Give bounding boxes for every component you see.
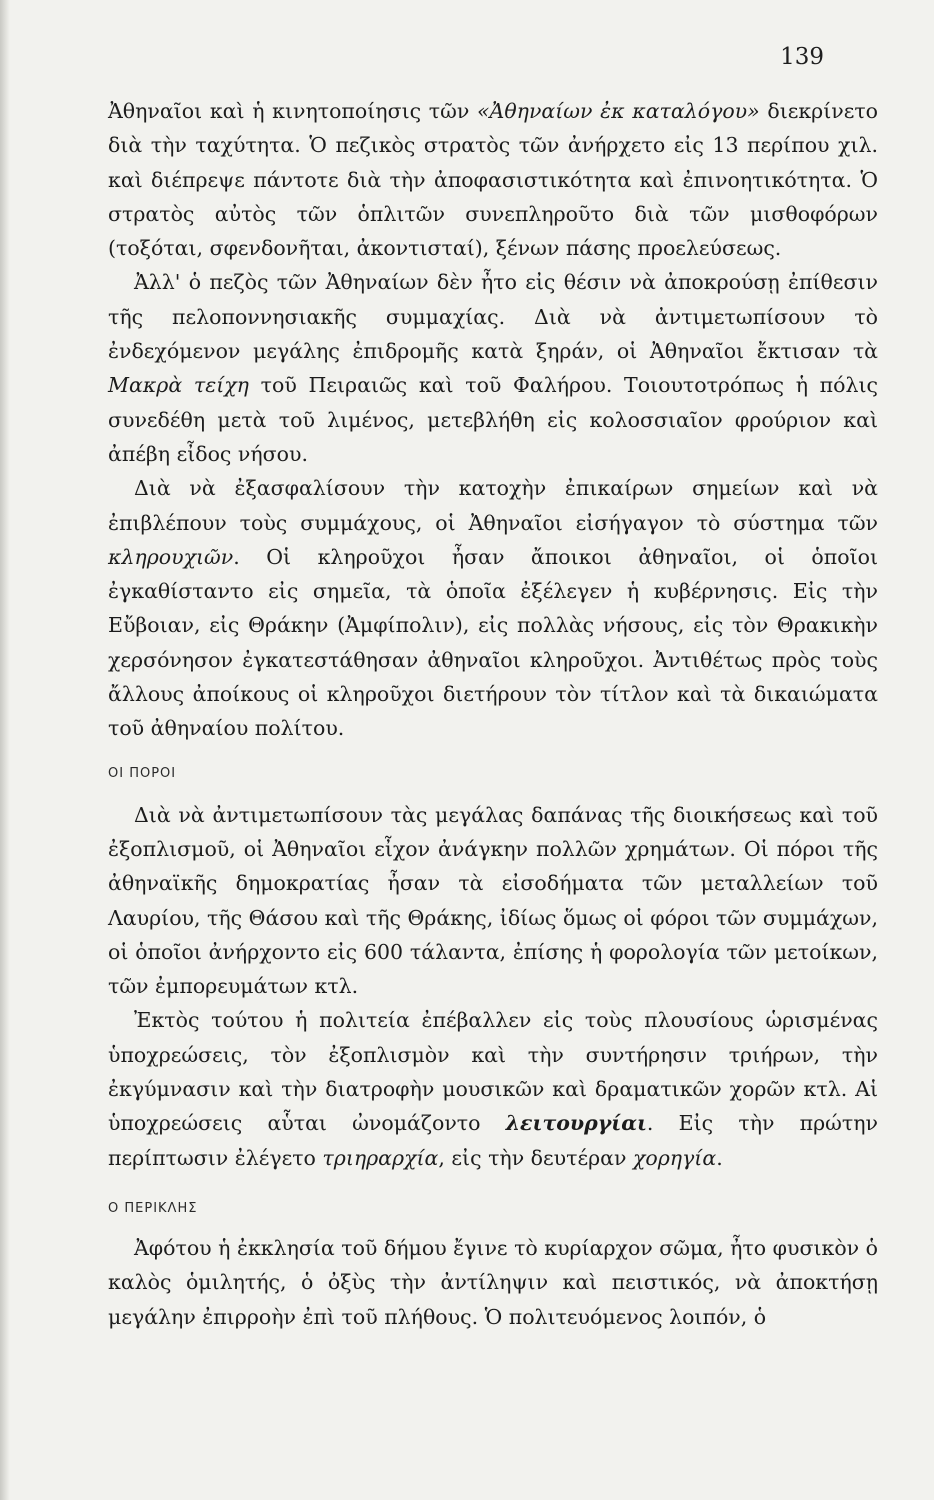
paragraph-text: Ἀλλ' ὁ πεζὸς τῶν Ἀθηναίων δὲν ἦτο εἰς θέσιν νὰ ἀποκρούσῃ ἐπίθεσιν τῆς πελοποννησιακῆς συμμαχίας. Διὰ νὰ ἀντιμετωπίσουν τὸ ἐνδεχόμενον μεγάλης ἐπιδρομῆς κατὰ ξηράν, οἱ Ἀθηναῖοι ἔκτισαν τὰ [108, 270, 878, 364]
paragraph-text: . Εἰς τὴν πρώτην περίπτωσιν ἐλέγετο [108, 1111, 878, 1170]
paragraph-liturgies [108, 1003, 878, 1174]
paragraph-text: , εἰς τὴν δευτέραν [438, 1145, 633, 1170]
paragraph-pericles: Ἀφότου ἡ ἐκκλησία τοῦ δήμου ἔγινε τὸ κυρίαρχον σῶμα, ἦτο φυσικὸν ὁ καλὸς ὁμιλητής, ὁ ὀξὺς τὴν ἀντίληψιν καὶ πειστικός, νὰ ἀποκτήσῃ μεγάλην ἐπιρροὴν ἐπὶ τοῦ πλήθους. Ὁ πολιτευόμενος λοιπόν, ὁ [108, 1235, 878, 1329]
section-heading-pericles: Ο ΠΕΡΙΚΛΗΣ [108, 1200, 198, 1216]
section-heading-revenues: ΟΙ ΠΟΡΟΙ [108, 765, 177, 781]
paragraph-athenian-army [108, 94, 878, 265]
emphasized-term-long-walls: Μακρὰ τείχη [108, 373, 249, 398]
paragraph-text: διεκρίνετο διὰ τὴν ταχύτητα. Ὁ πεζικὸς στρατὸς τῶν ἀνήρχετο εἰς 13 περίπου χιλ. καὶ διέπρεψε πάντοτε διὰ τὴν ἀποφασιστικότητα καὶ ἐπινοητικότητα. Ὁ στρατὸς αὐτὸς τῶν ὁπλιτῶν συνεπληροῦτο διὰ τῶν μισθοφόρων (τοξόται, σφενδονῆται, ἀκοντισταί), ξένων πάσης προελεύσεως. [108, 99, 879, 261]
paragraph-text: τοῦ Πειραιῶς καὶ τοῦ Φαλήρου. Τοιουτοτρόπως ἡ πόλις συνεδέθη μετὰ τοῦ λιμένος, μετεβλήθη εἰς κολοσσιαῖον φρούριον καὶ ἀπέβη εἶδος νήσου. [108, 373, 878, 466]
paragraph-long-walls [108, 265, 878, 471]
paragraph-text: . Οἱ κληροῦχοι ἦσαν ἄποικοι ἀθηναῖοι, οἱ ὁποῖοι ἐγκαθίσταντο εἰς σημεῖα, τὰ ὁποῖα ἐξέλεγεν ἡ κυβέρνησις. Εἰς τὴν Εὔβοιαν, εἰς Θράκην (Ἀμφίπολιν), εἰς πολλὰς νήσους, εἰς τὸν Θρακικὴν χερσόνησον ἐγκατεστάθησαν ἀθηναῖοι κληροῦχοι. Ἀντιθέτως πρὸς τοὺς ἄλλους ἀποίκους οἱ κληροῦχοι διετήρουν τὸν τίτλον καὶ τὰ δικαιώματα τοῦ ἀθηναίου πολίτου. [108, 544, 878, 741]
spine-shadow [0, 0, 10, 1500]
paragraph-revenues: Διὰ νὰ ἀντιμετωπίσουν τὰς μεγάλας δαπάνας τῆς διοικήσεως καὶ τοῦ ἐξοπλισμοῦ, οἱ Ἀθηναῖοι εἶχον ἀνάγκην πολλῶν χρημάτων. Οἱ πόροι τῆς ἀθηναϊκῆς δημοκρατίας ἦσαν τὰ εἰσοδήματα τῶν μεταλλείων τοῦ Λαυρίου, τῆς Θάσου καὶ τῆς Θράκης, ἰδίως ὅμως οἱ φόροι τῶν συμμάχων, οἱ ὁποῖοι ἀνήρχοντο εἰς 600 τάλαντα, ἐπίσης ἡ φορολογία τῶν μετοίκων, τῶν ἐμπορευμάτων κτλ. [108, 802, 878, 999]
paragraph-text: Ἐκτὸς τούτου ἡ πολιτεία ἐπέβαλλεν εἰς τοὺς πλουσίους ὡρισμένας ὑποχρεώσεις, τὸν ἐξοπλισμὸν καὶ τὴν συντήρησιν τριήρων, τὴν ἐκγύμνασιν καὶ τὴν διατροφὴν μουσικῶν καὶ δραματικῶν χορῶν κτλ. Αἱ ὑποχρεώσεις αὗται ὠνομάζοντο [108, 1008, 878, 1136]
body-text [108, 94, 878, 1334]
bold-term-liturgies: λειτουργίαι [505, 1111, 647, 1136]
paragraph-text: Ἀθηναῖοι καὶ ἡ κινητοποίησις τῶν [108, 99, 477, 123]
emphasized-phrase: «Ἀθηναίων ἐκ καταλόγου» [476, 99, 760, 123]
emphasized-term-trierarchy: τριηραρχία [322, 1145, 439, 1170]
paragraph-text: . [716, 1145, 723, 1170]
paragraph-cleruchies [108, 471, 878, 745]
paragraph-text: Διὰ νὰ ἐξασφαλίσουν τὴν κατοχὴν ἐπικαίρων σημείων καὶ νὰ ἐπιβλέπουν τοὺς συμμάχους, οἱ Ἀθηναῖοι εἰσήγαγον τὸ σύστημα τῶν [108, 476, 878, 535]
emphasized-term-choregy: χορηγία [632, 1145, 717, 1170]
page-number: 139 [780, 44, 824, 70]
emphasized-term-cleruchies: κληρουχιῶν [108, 544, 234, 569]
